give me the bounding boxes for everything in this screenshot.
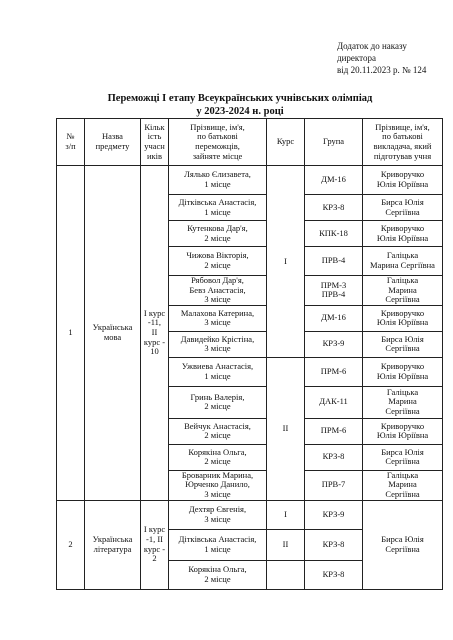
annex-line: директора [337, 53, 376, 63]
group-cell: ПРМ-6 [305, 357, 363, 386]
group-cell: ПРМ-6 [305, 418, 363, 444]
header-count: Кільк ість учасн иків [141, 119, 169, 166]
participant-cell: Малахова Катерина, 3 місце [169, 305, 267, 331]
course-cell [267, 560, 305, 589]
group-cell: КРЗ-8 [305, 444, 363, 470]
teacher-cell: Криворучко Юлія Юріївна [363, 166, 443, 195]
group-cell: ДМ-16 [305, 305, 363, 331]
participant-cell: Броварник Марина, Юрченко Данило, 3 місце [169, 470, 267, 500]
participant-cell: Корякіна Ольга, 2 місце [169, 444, 267, 470]
participant-cell: Дехтяр Євгенія, 3 місце [169, 500, 267, 529]
table-row [57, 166, 443, 195]
course-cell: І [267, 500, 305, 529]
participant-cell: Дітківська Анастасія, 1 місце [169, 195, 267, 221]
group-cell: КРЗ-8 [305, 560, 363, 589]
document-title [30, 92, 450, 118]
teacher-cell: Криворучко Юлія Юріївна [363, 357, 443, 386]
annex-line: від 20.11.2023 р. № 124 [337, 65, 427, 75]
annex-note [337, 40, 447, 76]
course-cell: І [267, 166, 305, 358]
group-cell: ДМ-16 [305, 166, 363, 195]
participant-cell: Ужвиева Анастасія, 1 місце [169, 357, 267, 386]
teacher-cell: Криворучко Юлія Юріївна [363, 418, 443, 444]
teacher-cell: Галіцька Марина Сергіївна [363, 276, 443, 306]
group-cell: КПК-18 [305, 221, 363, 247]
group-cell: КРЗ-8 [305, 195, 363, 221]
group-cell: КРЗ-9 [305, 331, 363, 357]
teacher-cell: Бирса Юлія Сергіївна [363, 195, 443, 221]
group-cell: ПРМ-3 ПРВ-4 [305, 276, 363, 306]
section-num: 1 [57, 166, 85, 501]
header-course: Курс [267, 119, 305, 166]
table-header-row [57, 119, 443, 166]
participant-cell: Рябовол Дар'я, Бевз Анастасія, 3 місце [169, 276, 267, 306]
group-cell: КРЗ-8 [305, 529, 363, 560]
winners-table [56, 118, 443, 590]
header-teacher: Прізвище, ім'я, по батькові викладача, який підготував учня [363, 119, 443, 166]
participant-cell: Вейчук Анастасія, 2 місце [169, 418, 267, 444]
section-num: 2 [57, 500, 85, 589]
course-cell: ІІ [267, 357, 305, 500]
group-cell: КРЗ-9 [305, 500, 363, 529]
table-row [57, 500, 443, 529]
annex-line: Додаток до наказу [337, 41, 407, 51]
teacher-cell: Галіцька Марина Сергіївна [363, 247, 443, 276]
participant-cell: Кутенкова Дар'я, 2 місце [169, 221, 267, 247]
group-cell: ПРВ-4 [305, 247, 363, 276]
section-subject: Українська мова [85, 166, 141, 501]
participant-cell: Гринь Валерія, 2 місце [169, 386, 267, 418]
course-cell: ІІ [267, 529, 305, 560]
participant-cell: Дітківська Анастасія, 1 місце [169, 529, 267, 560]
teacher-cell: Бирса Юлія Сергіївна [363, 500, 443, 589]
group-cell: ДАК-11 [305, 386, 363, 418]
teacher-cell: Криворучко Юлія Юріївна [363, 305, 443, 331]
section-count: І курс -1, ІІ курс - 2 [141, 500, 169, 589]
section-subject: Українська література [85, 500, 141, 589]
title-line: у 2023-2024 н. році [196, 106, 284, 117]
participant-cell: Давидейко Крістіна, 3 місце [169, 331, 267, 357]
header-subject: Назва предмету [85, 119, 141, 166]
participant-cell: Лялько Єлизавета, 1 місце [169, 166, 267, 195]
teacher-cell: Бирса Юлія Сергіївна [363, 444, 443, 470]
participant-cell: Чижова Вікторія, 2 місце [169, 247, 267, 276]
teacher-cell: Галіцька Марина Сергіївна [363, 386, 443, 418]
header-group: Група [305, 119, 363, 166]
title-line: Переможці І етапу Всеукраїнських учнівських олімпіад [107, 93, 373, 104]
header-participant: Прізвище, ім'я, по батькові переможців, зайняте місце [169, 119, 267, 166]
teacher-cell: Криворучко Юлія Юріївна [363, 221, 443, 247]
participant-cell: Корякіна Ольга, 2 місце [169, 560, 267, 589]
section-count: І курс -11, ІІ курс - 10 [141, 166, 169, 501]
group-cell: ПРВ-7 [305, 470, 363, 500]
header-num: № з/п [57, 119, 85, 166]
teacher-cell: Галіцька Марина Сергіївна [363, 470, 443, 500]
teacher-cell: Бирса Юлія Сергіївна [363, 331, 443, 357]
